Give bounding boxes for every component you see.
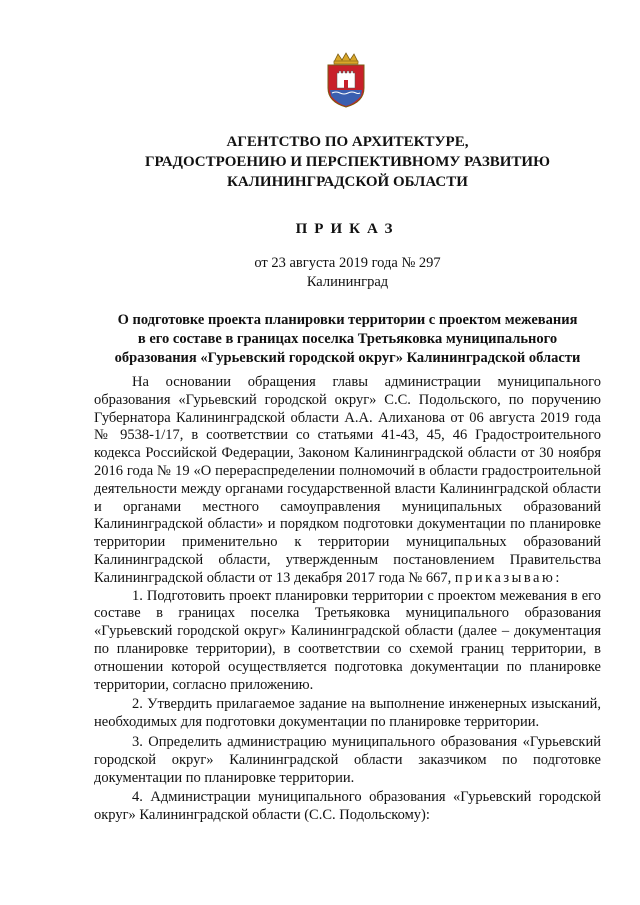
coat-of-arms-icon [324,52,368,108]
subject-line-1: О подготовке проекта планировки территории с проектом межевания [117,312,578,328]
org-line-3: КАЛИНИНГРАДСКОЙ ОБЛАСТИ [227,174,468,190]
org-line-1: АГЕНТСТВО ПО АРХИТЕКТУРЕ, [226,134,469,150]
preamble-command: приказываю: [454,569,562,586]
org-line-2: ГРАДОСТРОЕНИЮ И ПЕРСПЕКТИВНОМУ РАЗВИТИЮ [145,154,550,170]
organization-header [60,132,635,192]
order-body [94,374,601,825]
subject-line-2: в его составе в границах поселка Третьяковка муниципального [137,331,558,347]
order-item-4: 4. Администрации муниципального образования «Гурьевский городской округ» Калининградской области (С.С. Подольскому): [94,789,601,824]
order-meta [60,254,635,292]
order-title: ПРИКАЗ [295,221,400,237]
order-subject [80,311,615,368]
order-date-number: от 23 августа 2019 года № 297 [254,255,441,271]
preamble-paragraph [94,374,601,588]
preamble-text: На основании обращения главы администрации муниципального образования «Гурьевский городской округ» С.С. Подольского, по поручению Губернатора Калининградской области А.А. Алиханова от 06 августа 2019 года № 9538-1/17, в соответствии со статьями 41-43, 45, 46 Градостроительного кодекса Российской Федерации, Законом Калининградской области от 30 ноября 2016 года № 19 «О перераспределении полномочий в области градостроительной деятельности между органами государственной власти Калининградской области и органами местного самоуправления муниципальных образований Калининградской области» и порядком подготовки документации по планировке территории применительно к территории муниципальных образований Калининградской области, утвержденным постановлением Правительства Калининградской области от 13 декабря 2017 года № 667, [94,374,601,586]
order-item-3: 3. Определить администрацию муниципального образования «Гурьевский городской округ» Калининградской области заказчиком по подготовке документации по планировке территории. [94,733,601,786]
subject-line-3: образования «Гурьевский городской округ» Калининградской области [114,350,581,366]
order-item-2: 2. Утвердить прилагаемое задание на выполнение инженерных изысканий, необходимых для подготовки документации по планировке территории. [94,696,601,731]
order-item-1: 1. Подготовить проект планировки территории с проектом межевания в его составе в границах поселка Третьяковка муниципального образования «Гурьевский городской округ» Калининградской области (далее – документация по планировке территории), в соответствии со схемой границ территории, в отношении которой осуществляется подготовка документации по планировке территории, согласно приложению. [94,587,601,693]
order-city: Калининград [306,274,389,290]
